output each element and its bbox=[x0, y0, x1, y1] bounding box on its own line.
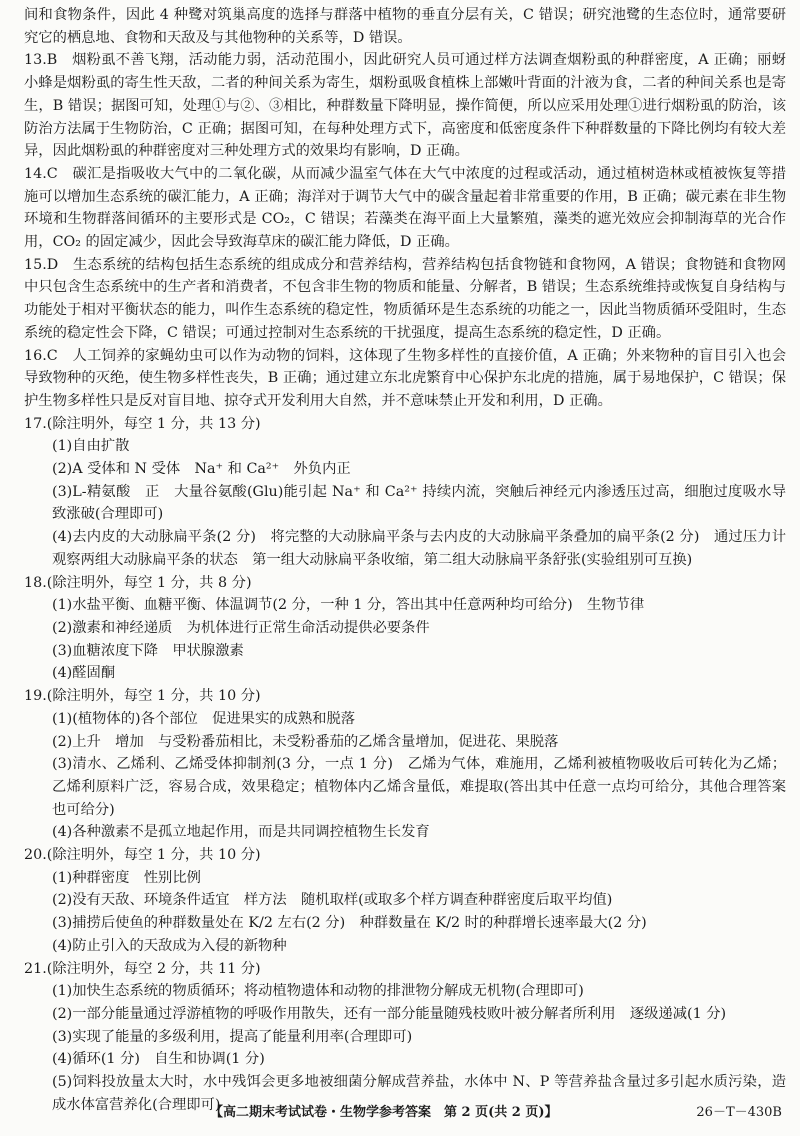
answer-text: (2)A 受体和 N 受体 Na⁺ 和 Ca²⁺ 外负内正 bbox=[52, 461, 351, 478]
question-number: 17. bbox=[24, 415, 47, 432]
answer-text: (1)水盐平衡、血糖平衡、体温调节(2 分，一种 1 分，答出其中任意两种均可给分) 生物节律 bbox=[52, 597, 645, 614]
answer-text: (5)饲料投放量太大时，水中残饵会更多地被细菌分解成营养盐，水体中 N、P 等营养盐含量过多引起水质污染，造成水体富营养化(合理即可) bbox=[52, 1074, 786, 1113]
answer-item bbox=[24, 49, 786, 163]
answer-item bbox=[24, 844, 786, 867]
answer-text: (3)清水、乙烯利、乙烯受体抑制剂(3 分，一点 1 分) 乙烯为气体，难施用，乙烯利被植物吸收后可转化为乙烯；乙烯利原料广泛，容易合成，效果稳定；植物体内乙烯含量低，难提取(答出其中任意一点均可给分，其他合理答案也可给分) bbox=[52, 756, 786, 818]
answer-text: (1)自由扩散 bbox=[52, 438, 130, 455]
answer-subitem bbox=[24, 1003, 786, 1026]
answer-subitem bbox=[24, 1048, 786, 1071]
answer-subitem bbox=[24, 481, 786, 526]
answer-text: (除注明外，每空 1 分，共 10 分) bbox=[46, 688, 261, 705]
answer-item bbox=[24, 958, 786, 981]
answer-subitem bbox=[24, 753, 786, 821]
answer-item bbox=[24, 345, 786, 413]
question-number: 15. bbox=[24, 256, 47, 273]
question-number: 19. bbox=[24, 688, 47, 705]
answer-text: (除注明外，每空 1 分，共 10 分) bbox=[46, 847, 261, 864]
answer-item bbox=[24, 413, 786, 436]
answer-subitem bbox=[24, 889, 786, 912]
answer-item bbox=[24, 685, 786, 708]
footer-title: 【高二期末考试试卷・生物学参考答案 第 2 页(共 2 页)】 bbox=[210, 1105, 558, 1120]
answer-text: (4)循环(1 分) 自生和协调(1 分) bbox=[52, 1051, 265, 1068]
answer-content bbox=[24, 4, 786, 1116]
answer-text: (3)血糖浓度下降 甲状腺激素 bbox=[52, 642, 244, 659]
answer-item bbox=[24, 4, 786, 49]
answer-item bbox=[24, 163, 786, 254]
question-number: 16. bbox=[24, 347, 47, 364]
answer-subitem bbox=[24, 935, 786, 958]
answer-text: (2)没有天敌、环境条件适宜 样方法 随机取样(或取多个样方调查种群密度后取平均值) bbox=[52, 892, 613, 909]
page-footer bbox=[0, 1101, 800, 1125]
answer-text: (2)激素和神经递质 为机体进行正常生命活动提供必要条件 bbox=[52, 619, 430, 636]
question-number: 13. bbox=[24, 52, 47, 69]
question-number: 18. bbox=[24, 574, 47, 591]
answer-text: (1)种群密度 性别比例 bbox=[52, 869, 201, 886]
question-number: 20. bbox=[24, 847, 47, 864]
question-number: 21. bbox=[24, 960, 47, 977]
answer-text: (3)L-精氨酸 正 大量谷氨酸(Glu)能引起 Na⁺ 和 Ca²⁺ 持续内流，突触后神经元内渗透压过高，细胞过度吸水导致涨破(合理即可) bbox=[52, 483, 786, 523]
answer-subitem bbox=[24, 867, 786, 890]
answer-text: 间和食物条件，因此 4 种鹭对筑巢高度的选择与群落中植物的垂直分层有关，C 错误；研究池鹭的生态位时，通常要研究它的栖息地、食物和天敌及与其他物种的关系等，D 错误。 bbox=[24, 7, 786, 46]
answer-subitem bbox=[24, 435, 786, 458]
answer-text: (除注明外，每空 2 分，共 11 分) bbox=[46, 960, 261, 977]
answer-subitem bbox=[24, 708, 786, 731]
answer-text: (2)一部分能量通过浮游植物的呼吸作用散失，还有一部分能量随残枝败叶被分解者所利用 逐级递减(1 分) bbox=[52, 1005, 727, 1022]
question-number: 14. bbox=[24, 165, 47, 182]
answer-text: (除注明外，每空 1 分，共 13 分) bbox=[46, 415, 261, 432]
answer-text: (1)(植物体的)各个部位 促进果实的成熟和脱落 bbox=[52, 710, 356, 727]
answer-text: (2)上升 增加 与受粉番茄相比，未受粉番茄的乙烯含量增加，促进花、果脱落 bbox=[52, 733, 559, 750]
answer-subitem bbox=[24, 594, 786, 617]
answer-subitem bbox=[24, 821, 786, 844]
answer-text: (除注明外，每空 1 分，共 8 分) bbox=[46, 574, 252, 591]
answer-text: (1)加快生态系统的物质循环；将动植物遗体和动物的排泄物分解成无机物(合理即可) bbox=[52, 983, 584, 1000]
answer-item bbox=[24, 254, 786, 345]
answer-subitem bbox=[24, 526, 786, 571]
answer-subitem bbox=[24, 458, 786, 481]
answer-subitem bbox=[24, 980, 786, 1003]
answer-text: (4)去内皮的大动脉扁平条(2 分) 将完整的大动脉扁平条与去内皮的大动脉扁平条叠加的扁平条(2 分) 通过压力计观察两组大动脉扁平条的状态 第一组大动脉扁平条收缩，第二组大动脉扁平条舒张(实验组别可互换) bbox=[52, 529, 786, 568]
answer-subitem bbox=[24, 731, 786, 754]
answer-subitem bbox=[24, 617, 786, 640]
answer-text: C 人工饲养的家蝇幼虫可以作为动物的饲料，这体现了生物多样性的直接价值，A 正确；外来物种的盲目引入也会导致物种的灭绝，使生物多样性丧失，B 正确；通过建立东北虎繁育中心保护东北虎的措施，属于易地保护，C 错误；保护生物多样性只是反对盲目地、掠夺式开发利用大自然，并不意味禁止开发和利用，D 正确。 bbox=[24, 347, 786, 409]
answer-subitem bbox=[24, 662, 786, 685]
answer-text: B 烟粉虱不善飞翔，活动能力弱，活动范围小，因此研究人员可通过样方法调查烟粉虱的种群密度，A 正确；丽蚜小蜂是烟粉虱的寄生性天敌，二者的种间关系为寄生，烟粉虱吸食植株上部嫩叶背面的汁液为食，二者的种间关系也是寄生，B 错误；据图可知，处理①与②、③相比，种群数量下降明显，操作简便，所以应采用处理①进行烟粉虱的防治，该防治方法属于生物防治，C 正确；据图可知，在每种处理方式下，高密度和低密度条件下种群数量的下降比例均有较大差异，因此烟粉虱的种群密度对三种处理方式的效果均有影响，D 正确。 bbox=[24, 52, 786, 160]
answer-text: (3)捕捞后使鱼的种群数量处在 K/2 左右(2 分) 种群数量在 K/2 时的种群增长速率最大(2 分) bbox=[52, 915, 647, 932]
answer-text: (4)醛固酮 bbox=[52, 665, 116, 682]
answer-text: (4)各种激素不是孤立地起作用，而是共同调控植物生长发育 bbox=[52, 824, 430, 841]
answer-text: (4)防止引入的天敌成为入侵的新物种 bbox=[52, 937, 287, 954]
answer-subitem bbox=[24, 912, 786, 935]
answer-subitem bbox=[24, 1026, 786, 1049]
answer-item bbox=[24, 572, 786, 595]
answer-text: (3)实现了能量的多级利用，提高了能量利用率(合理即可) bbox=[52, 1028, 413, 1045]
answer-subitem bbox=[24, 640, 786, 663]
answer-text: C 碳汇是指吸收大气中的二氧化碳，从而减少温室气体在大气中浓度的过程或活动，通过植树造林或植被恢复等措施可以增加生态系统的碳汇能力，A 正确；海洋对于调节大气中的碳含量起着非常重要的作用，B 正确；碳元素在非生物环境和生物群落间循环的主要形式是 CO₂，C 错误；若藻类在海平面上大量繁殖，藻类的遮光效应会抑制海草的光合作用，CO₂ 的固定减少，因此会导致海草床的碳汇能力降低，D 正确。 bbox=[24, 165, 786, 251]
footer-code: 26－T－430B bbox=[696, 1105, 782, 1120]
answer-text: D 生态系统的结构包括生态系统的组成成分和营养结构，营养结构包括食物链和食物网，A 错误；食物链和食物网中只包含生态系统中的生产者和消费者，不包含非生物的物质和能量、分解者，B 错误；生态系统维持或恢复自身结构与功能处于相对平衡状态的能力，叫作生态系统的稳定性，物质循环是生态系统的功能之一，因此当物质循环受阻时，生态系统的稳定性会下降，C 错误；可通过控制对生态系统的干扰强度，提高生态系统的稳定性，D 正确。 bbox=[24, 256, 786, 341]
